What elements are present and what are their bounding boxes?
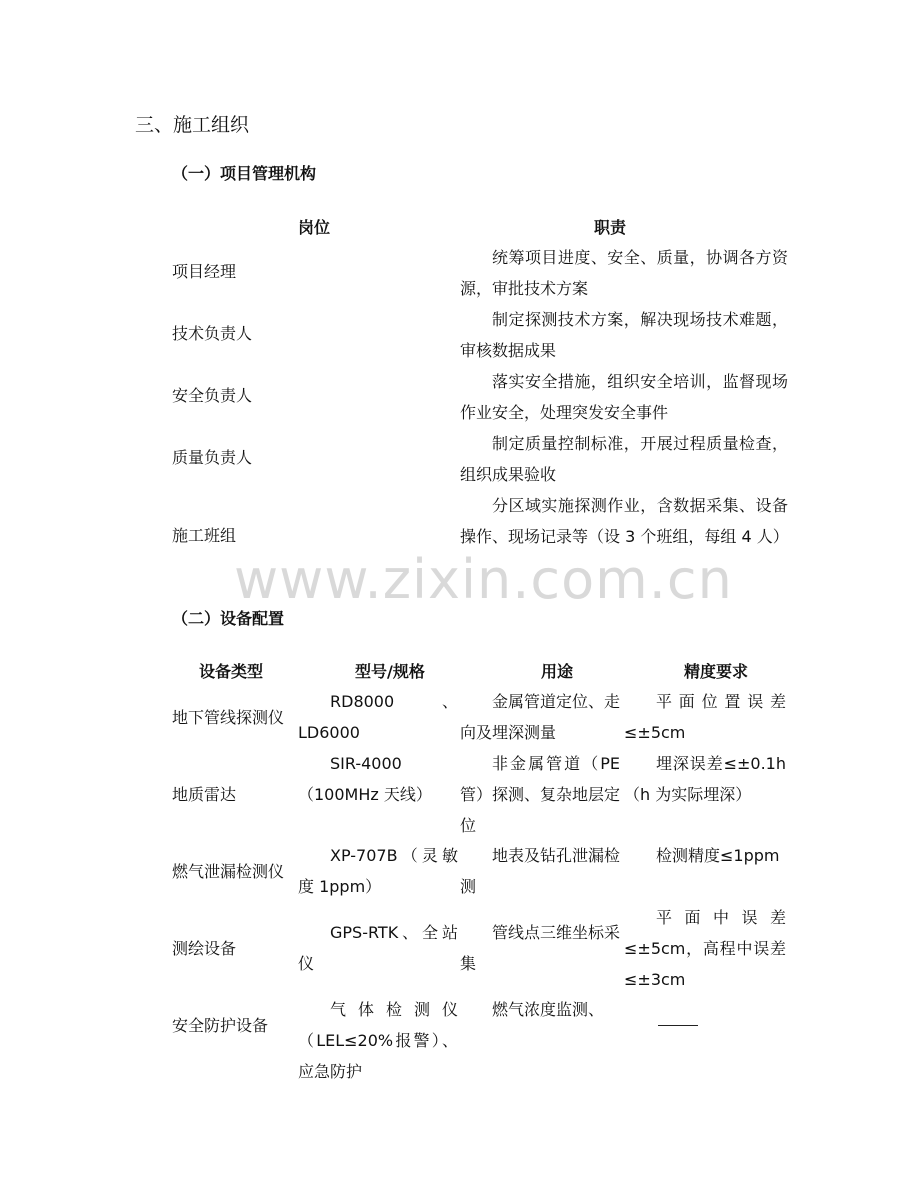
header-precision: 精度要求 [684,662,749,681]
duty-cell: 落实安全措施，组织安全培训，监督现场作业安全，处理突发安全事件 [460,372,788,422]
duty-cell: 统筹项目进度、安全、质量，协调各方资源，审批技术方案 [460,248,788,298]
use-cell: 燃气浓度监测、 [492,1000,605,1019]
equipment-type-cell: 测绘设备 [172,939,237,958]
watermark: www.zixin.com.cn [234,548,733,611]
role-cell: 安全负责人 [172,386,253,405]
duty-cell: 分区域实施探测作业，含数据采集、设备操作、现场记录等（设 3 个班组，每组 4 人） [460,496,789,546]
duty-cell: 制定探测技术方案，解决现场技术难题，审核数据成果 [460,310,788,360]
equipment-type-cell: 地下管线探测仪 [172,708,285,727]
model-cell: SIR-4000 （100MHz 天线） [298,754,432,804]
role-cell: 技术负责人 [172,324,253,343]
role-cell: 施工班组 [172,526,237,545]
precision-cell: 平面中误差≤±5cm，高程中误差≤±3cm [624,908,786,989]
use-cell: 非金属管道（PE 管）探测、复杂地层定位 [460,754,621,835]
model-cell: GPS-RTK、全站仪 [298,923,458,973]
header-model: 型号/规格 [355,662,425,681]
section-title: 三、施工组织 [135,114,250,136]
use-cell: 地表及钻孔泄漏检测 [460,846,621,896]
equipment-type-cell: 安全防护设备 [172,1016,269,1035]
use-cell: 管线点三维坐标采集 [460,923,621,973]
model-cell: 气体检测仪（LEL≤20%报警）、应急防护 [298,1000,458,1081]
model-cell: XP-707B（灵敏度 1ppm） [298,846,458,896]
header-use: 用途 [541,662,574,681]
equipment-type-cell: 燃气泄漏检测仪 [172,862,285,881]
header-role: 岗位 [298,218,331,237]
precision-cell: 埋深误差≤±0.1h（h 为实际埋深） [624,754,786,804]
role-cell: 项目经理 [172,262,237,281]
precision-cell: 平面位置误差≤±5cm [624,692,786,742]
model-cell: RD8000 、LD6000 [298,692,458,742]
subsection-title-management: （一）项目管理机构 [172,164,317,183]
em-dash-line [658,1025,698,1026]
use-cell: 金属管道定位、走向及埋深测量 [460,692,621,742]
precision-cell: 检测精度≤1ppm [656,846,780,865]
header-equipment-type: 设备类型 [199,662,264,681]
duty-cell: 制定质量控制标准，开展过程质量检查，组织成果验收 [460,434,788,484]
subsection-title-equipment: （二）设备配置 [172,609,285,628]
role-cell: 质量负责人 [172,448,253,467]
equipment-type-cell: 地质雷达 [172,785,237,804]
header-duty: 职责 [594,218,627,237]
